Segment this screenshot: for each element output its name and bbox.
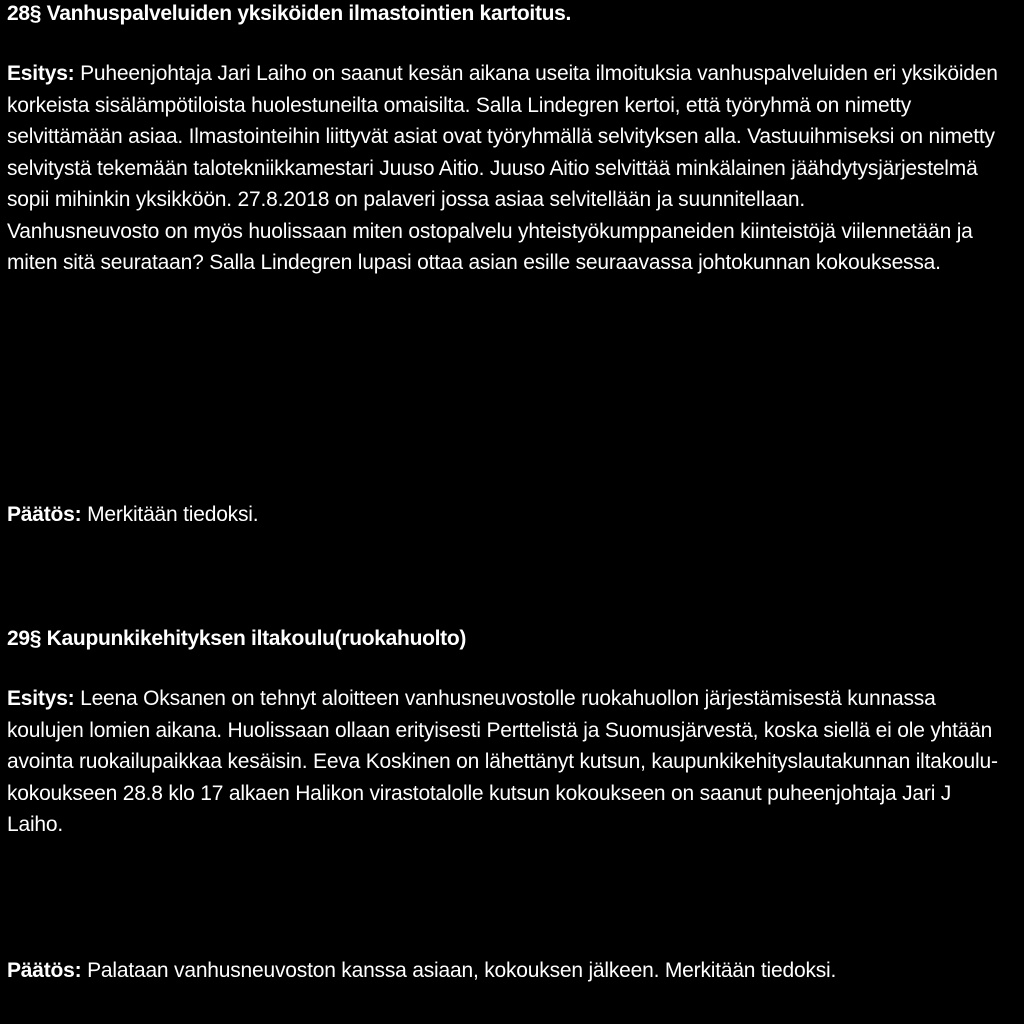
decision-paragraph <box>7 955 1012 987</box>
proposal-text: Puheenjohtaja Jari Laiho on saanut kesän aikana useita ilmoituksia vanhuspalveluiden eri yksiköiden korkeista sisälämpötiloista huolestuneilta omaisilta. Salla Lindegren kertoi, että työryhmä on nimetty selvittämään asiaa. Ilmastointeihin liittyvät asiat ovat työryhmällä selvityksen alla. Vastuuihmiseksi on nimetty selvitystä tekemään talotekniikkamestari Juuso Aitio. Juuso Aitio selvittää minkälainen jäähdytysjärjestelmä sopii mihinkin yksikköön. 27.8.2018 on palaveri jossa asiaa selvitellään ja suunnitellaan. <box>7 62 998 211</box>
proposal-label: Esitys: <box>7 62 75 85</box>
section-heading: 28§ Vanhuspalveluiden yksiköiden ilmastointien kartoitus. <box>7 2 572 25</box>
proposal-paragraph <box>7 58 1012 216</box>
proposal-block <box>7 58 1012 279</box>
proposal-text: Leena Oksanen on tehnyt aloitteen vanhusneuvostolle ruokahuollon järjestämisestä kunnassa koulujen lomien aikana. Huolissaan ollaan erityisesti Perttelistä ja Suomusjärvestä, koska siellä ei ole yhtään avointa ruokailupaikkaa kesäisin. Eeva Koskinen on lähettänyt kutsun, kaupunkikehityslautakunnan iltakoulu-kokoukseen 28.8 klo 17 alkaen Halikon virastotalolle kutsun kokoukseen on saanut puheenjohtaja Jari J Laiho. <box>7 687 998 836</box>
proposal-label: Esitys: <box>7 687 75 710</box>
decision-label: Päätös: <box>7 503 82 526</box>
proposal-paragraph-2: Vanhusneuvosto on myös huolissaan miten ostopalvelu yhteistyökumppaneiden kiinteistöjä viilennetään ja miten sitä seurataan? Salla Lindegren lupasi ottaa asian esille seuraavassa johtokunnan kokouksessa. <box>7 219 973 274</box>
decision-paragraph <box>7 499 258 531</box>
decision-label: Päätös: <box>7 959 82 982</box>
decision-text: Merkitään tiedoksi. <box>81 503 259 526</box>
decision-text: Palataan vanhusneuvoston kanssa asiaan, kokouksen jälkeen. Merkitään tiedoksi. <box>81 959 837 982</box>
proposal-paragraph <box>7 683 1012 841</box>
section-heading: 29§ Kaupunkikehityksen iltakoulu(ruokahuolto) <box>7 627 467 650</box>
document-page <box>7 0 1017 1024</box>
